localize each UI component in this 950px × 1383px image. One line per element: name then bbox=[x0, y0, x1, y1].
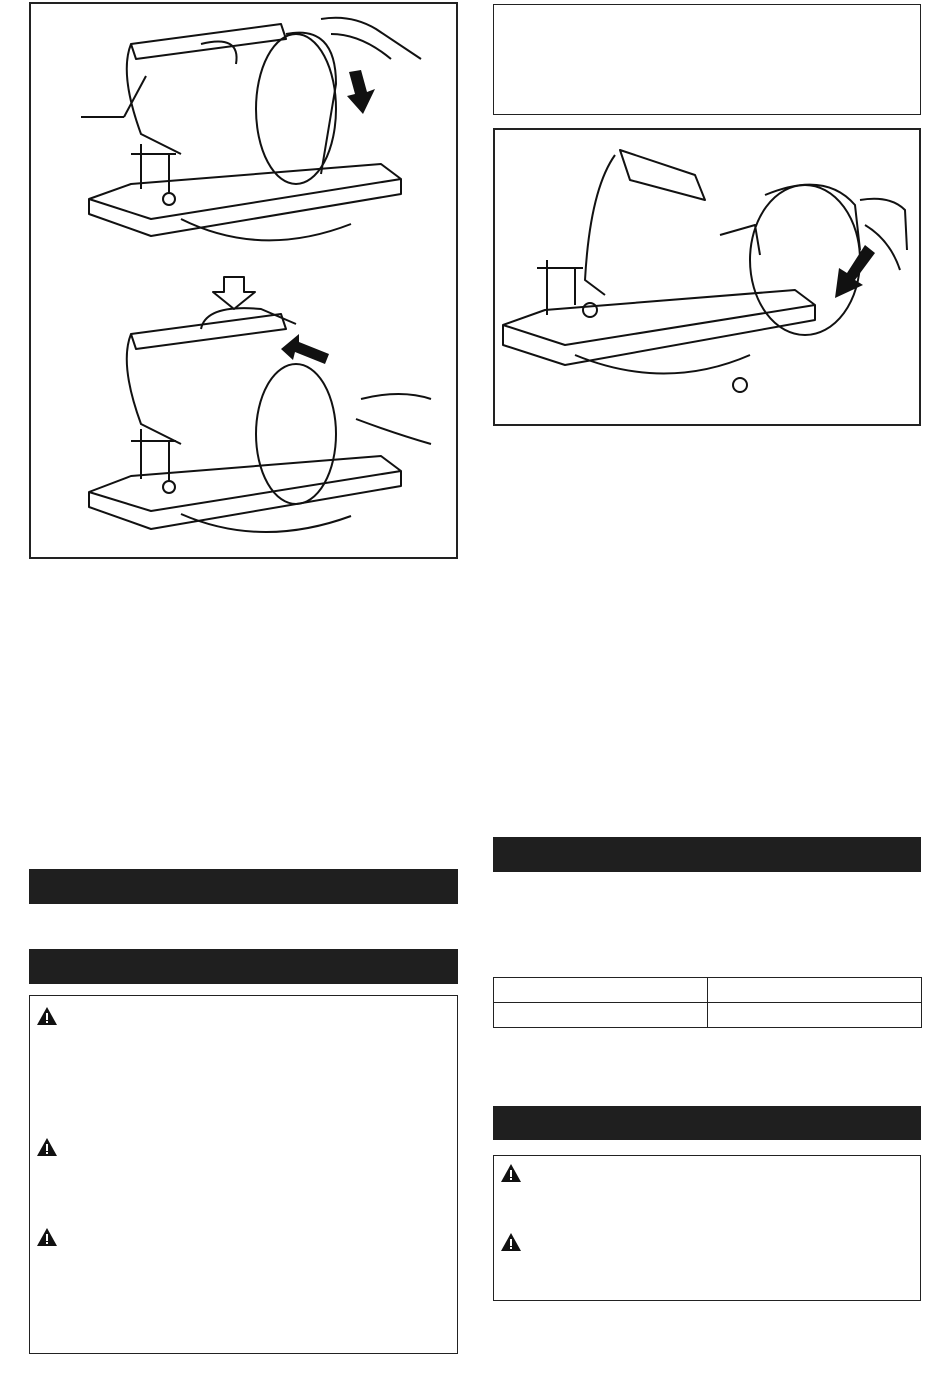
warning-triangle-icon bbox=[500, 1232, 522, 1252]
arrow-down-icon bbox=[347, 70, 375, 114]
table-row bbox=[494, 1003, 922, 1028]
table-cell bbox=[708, 1003, 922, 1028]
arrow-outline-down-icon bbox=[213, 277, 255, 309]
figure-chop-cut bbox=[493, 128, 921, 426]
warning-triangle-icon bbox=[36, 1006, 58, 1026]
saw-illustration-sequence bbox=[31, 4, 456, 557]
table-cell bbox=[708, 978, 922, 1003]
section-heading-bar bbox=[493, 837, 921, 872]
figure-sliding-cut bbox=[29, 2, 458, 559]
warning-triangle-icon bbox=[36, 1227, 58, 1247]
saw-illustration-chop bbox=[495, 130, 919, 424]
arrow-push-icon bbox=[281, 334, 329, 364]
section-heading-bar bbox=[29, 869, 458, 904]
section-heading-bar bbox=[29, 949, 458, 984]
table-cell bbox=[494, 1003, 708, 1028]
warning-triangle-icon bbox=[36, 1137, 58, 1157]
section-heading-bar bbox=[493, 1106, 921, 1140]
warning-box bbox=[29, 995, 458, 1354]
spec-table bbox=[493, 977, 922, 1028]
note-box bbox=[493, 4, 921, 115]
warning-box bbox=[493, 1155, 921, 1301]
table-row bbox=[494, 978, 922, 1003]
table-cell bbox=[494, 978, 708, 1003]
warning-triangle-icon bbox=[500, 1163, 522, 1183]
